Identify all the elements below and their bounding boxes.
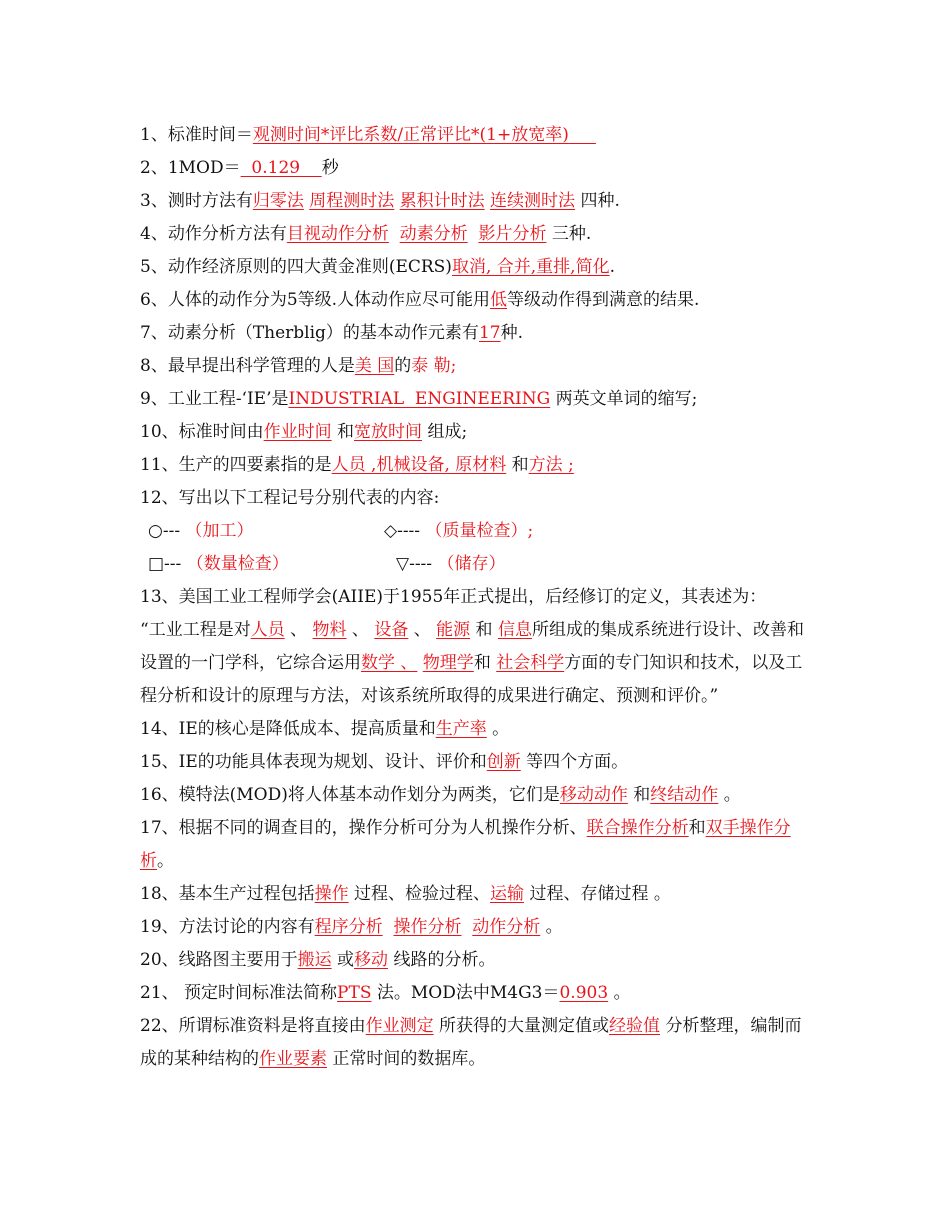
answer-blank: 联合操作分析 — [586, 818, 689, 838]
question-text-mid: 和 — [337, 422, 355, 442]
question-text-tail: 三种. — [551, 224, 592, 244]
question-text-tail: . — [609, 257, 615, 277]
question-list — [140, 119, 810, 1076]
answer-blank: 信息 — [497, 620, 532, 640]
separator: 和 — [473, 653, 491, 673]
answer-blank: 17 — [478, 323, 501, 343]
blank-tail — [569, 125, 596, 145]
question-text: 22、所谓标准资料是将直接由 — [140, 1016, 366, 1036]
answer-blank: INDUSTRIAL ENGINEERING — [288, 389, 551, 409]
question-21 — [140, 977, 810, 1010]
quote-open: “工业工程是对 — [140, 620, 251, 640]
question-text-mid: 法。MOD法中M4G3＝ — [376, 983, 560, 1003]
question-text-tail: 两英文单词的缩写; — [555, 389, 698, 409]
question-2 — [140, 152, 810, 185]
question-text-tail: 秒 — [321, 158, 339, 178]
question-text: 19、方法讨论的内容有 — [140, 917, 315, 937]
answer-text: （加工） — [185, 521, 254, 541]
question-text: 12、写出以下工程记号分别代表的内容: — [140, 488, 440, 508]
answer-blank: 低 — [490, 290, 508, 310]
answer-blank: 动素分析 — [399, 224, 468, 244]
question-text-tail: 。 — [723, 785, 741, 805]
answer-blank: 终结动作 — [650, 785, 719, 805]
question-4 — [140, 218, 810, 251]
answer-blank: 周程测时法 — [309, 191, 395, 211]
answer-blank: 运输 — [490, 884, 525, 904]
question-text: 21、 预定时间标准法简称 — [140, 983, 338, 1003]
question-text: 4、动作分析方法有 — [140, 224, 287, 244]
question-12 — [140, 482, 810, 515]
quantity-check-symbol: □--- — [148, 554, 182, 574]
question-text-tail: 组成; — [427, 422, 468, 442]
answer-blank: 动作分析 — [472, 917, 541, 937]
answer-blank: 移动动作 — [559, 785, 628, 805]
answer-text: （数量检查） — [186, 554, 289, 574]
inspection-symbol: ◇---- — [384, 521, 421, 541]
question-text: 9、工业工程-‘IE’是 — [140, 389, 289, 409]
separator: 、 — [290, 620, 308, 640]
answer-blank: 数学 、 — [361, 653, 418, 673]
question-text: 15、IE的功能具体表现为规划、设计、评价和 — [140, 752, 487, 772]
question-7 — [140, 317, 810, 350]
answer-blank: PTS — [337, 983, 372, 1003]
separator: 和 — [475, 620, 493, 640]
question-text: 14、IE的核心是降低成本、提高质量和 — [140, 719, 436, 739]
question-text: 10、标准时间由 — [140, 422, 264, 442]
answer-blank: 连续测时法 — [490, 191, 576, 211]
question-text-mid: 过程、检验过程、 — [354, 884, 491, 904]
question-text: 3、测时方法有 — [140, 191, 253, 211]
question-text-mid: 和 — [633, 785, 651, 805]
question-text: 6、人体的动作分为5等级.人体动作应尽可能用 — [140, 290, 491, 310]
question-text-tail: 等四个方面。 — [526, 752, 629, 772]
answer-blank: 目视动作分析 — [286, 224, 389, 244]
answer-text: （质量检查）; — [425, 521, 534, 541]
separator: 、 — [351, 620, 369, 640]
question-text: 16、模特法(MOD)将人体基本动作划分为两类，它们是 — [140, 785, 560, 805]
symbol-item — [384, 515, 620, 548]
answer-blank: 操作 — [314, 884, 349, 904]
symbol-item — [148, 515, 384, 548]
symbol-row-1 — [140, 515, 810, 548]
question-13 — [140, 581, 810, 614]
operation-symbol: ○--- — [148, 521, 181, 541]
question-text-mid: 和 — [511, 455, 529, 475]
separator: 、 — [413, 620, 431, 640]
question-text-mid: 所获得的大量测定值或 — [439, 1016, 610, 1036]
question-5 — [140, 251, 810, 284]
answer-blank: 设备 — [374, 620, 409, 640]
question-6 — [140, 284, 810, 317]
answer-blank: 方法 ; — [528, 455, 574, 475]
question-14 — [140, 713, 810, 746]
question-text-tail: 。 — [545, 917, 563, 937]
question-text-mid: 或 — [337, 950, 355, 970]
answer-blank: 作业测定 — [365, 1016, 434, 1036]
question-13-definition — [140, 614, 810, 713]
question-10 — [140, 416, 810, 449]
question-17 — [140, 812, 810, 878]
symbol-item — [148, 548, 384, 581]
answer-blank: 人员 — [250, 620, 285, 640]
question-3 — [140, 185, 810, 218]
answer-blank: 物料 — [312, 620, 347, 640]
question-22 — [140, 1010, 810, 1076]
answer-blank: 物理学 — [422, 653, 474, 673]
question-text-tail: 种. — [500, 323, 523, 343]
question-text-mid: 和 — [688, 818, 706, 838]
question-19 — [140, 911, 810, 944]
question-text: 1、标准时间＝ — [140, 125, 253, 145]
answer-blank: 程序分析 — [314, 917, 383, 937]
answer-blank: 宽放时间 — [354, 422, 423, 442]
answer-blank: 操作分析 — [393, 917, 462, 937]
question-text-tail: 。 — [157, 851, 174, 871]
storage-symbol: ▽---- — [396, 554, 433, 574]
question-text-tail: 方面的专门知识和技术，以及工程分析和设计的原理与方法，对该系统所取得的成果进行确定、预测和评价。” — [140, 653, 803, 706]
question-text-tail: 等级动作得到满意的结果. — [507, 290, 700, 310]
answer-blank: 创新 — [486, 752, 521, 772]
question-text-tail: 正常时间的数据库。 — [332, 1049, 486, 1069]
question-text: 2、1MOD＝ — [140, 158, 241, 178]
question-16 — [140, 779, 810, 812]
answer-text: 泰 勒; — [411, 356, 457, 376]
question-1 — [140, 119, 810, 152]
question-text-tail: 线路的分析。 — [393, 950, 496, 970]
question-text-tail: 。 — [613, 983, 631, 1003]
answer-blank: 观测时间*评比系数/正常评比*(1+放宽率) — [252, 125, 569, 145]
question-text-mid: 所组成的集成系统进行设计、改善和设置的一门学科，它综合运用 — [140, 620, 804, 673]
question-8 — [140, 350, 810, 383]
answer-blank: 经验值 — [609, 1016, 661, 1036]
question-9 — [140, 383, 810, 416]
question-text: 20、线路图主要用于 — [140, 950, 298, 970]
question-text: 7、动素分析（Therblig）的基本动作元素有 — [140, 323, 479, 343]
question-text: 11、生产的四要素指的是 — [140, 455, 332, 475]
question-text-mid: 分析整理，编制而成的某种结构的 — [140, 1016, 802, 1069]
answer-blank: 累积计时法 — [399, 191, 485, 211]
answer-blank: 生产率 — [435, 719, 487, 739]
question-text: 18、基本生产过程包括 — [140, 884, 315, 904]
question-text: 8、最早提出科学管理的人是 — [140, 356, 355, 376]
question-text-tail: 过程、存储过程 。 — [529, 884, 671, 904]
question-11 — [140, 449, 810, 482]
answer-blank: 双手操作分析 — [140, 818, 791, 871]
answer-blank: 移动 — [354, 950, 389, 970]
answer-blank: 作业时间 — [263, 422, 332, 442]
question-text-tail: 。 — [492, 719, 510, 739]
answer-blank: 人员 ,机械设备, 原材料 — [331, 455, 507, 475]
question-text: 5、动作经济原则的四大黄金准则(ECRS) — [140, 257, 452, 277]
question-text-tail: 四种. — [580, 191, 620, 211]
answer-blank: 美 国 — [354, 356, 395, 376]
answer-blank: 影片分析 — [478, 224, 547, 244]
question-18 — [140, 878, 810, 911]
symbol-row-2 — [140, 548, 810, 581]
question-20 — [140, 944, 810, 977]
answer-blank: 社会科学 — [496, 653, 565, 673]
question-text-mid: 的 — [394, 356, 412, 376]
question-text: 17、根据不同的调查目的，操作分析可分为人机操作分析、 — [140, 818, 587, 838]
answer-blank: 搬运 — [297, 950, 332, 970]
answer-blank: 能源 — [436, 620, 471, 640]
symbol-item — [396, 548, 632, 581]
answer-blank: 0.129 — [251, 158, 301, 178]
question-15 — [140, 746, 810, 779]
question-text: 13、美国工业工程师学会(AIIE)于1955年正式提出，后经修订的定义，其表述为： — [140, 587, 767, 607]
answer-blank: 作业要素 — [259, 1049, 327, 1069]
answer-blank: 0.903 — [559, 983, 609, 1003]
answer-text: （储存） — [437, 554, 506, 574]
answer-blank: 取消, 合并,重排,简化 — [451, 257, 610, 277]
answer-blank: 归零法 — [252, 191, 304, 211]
